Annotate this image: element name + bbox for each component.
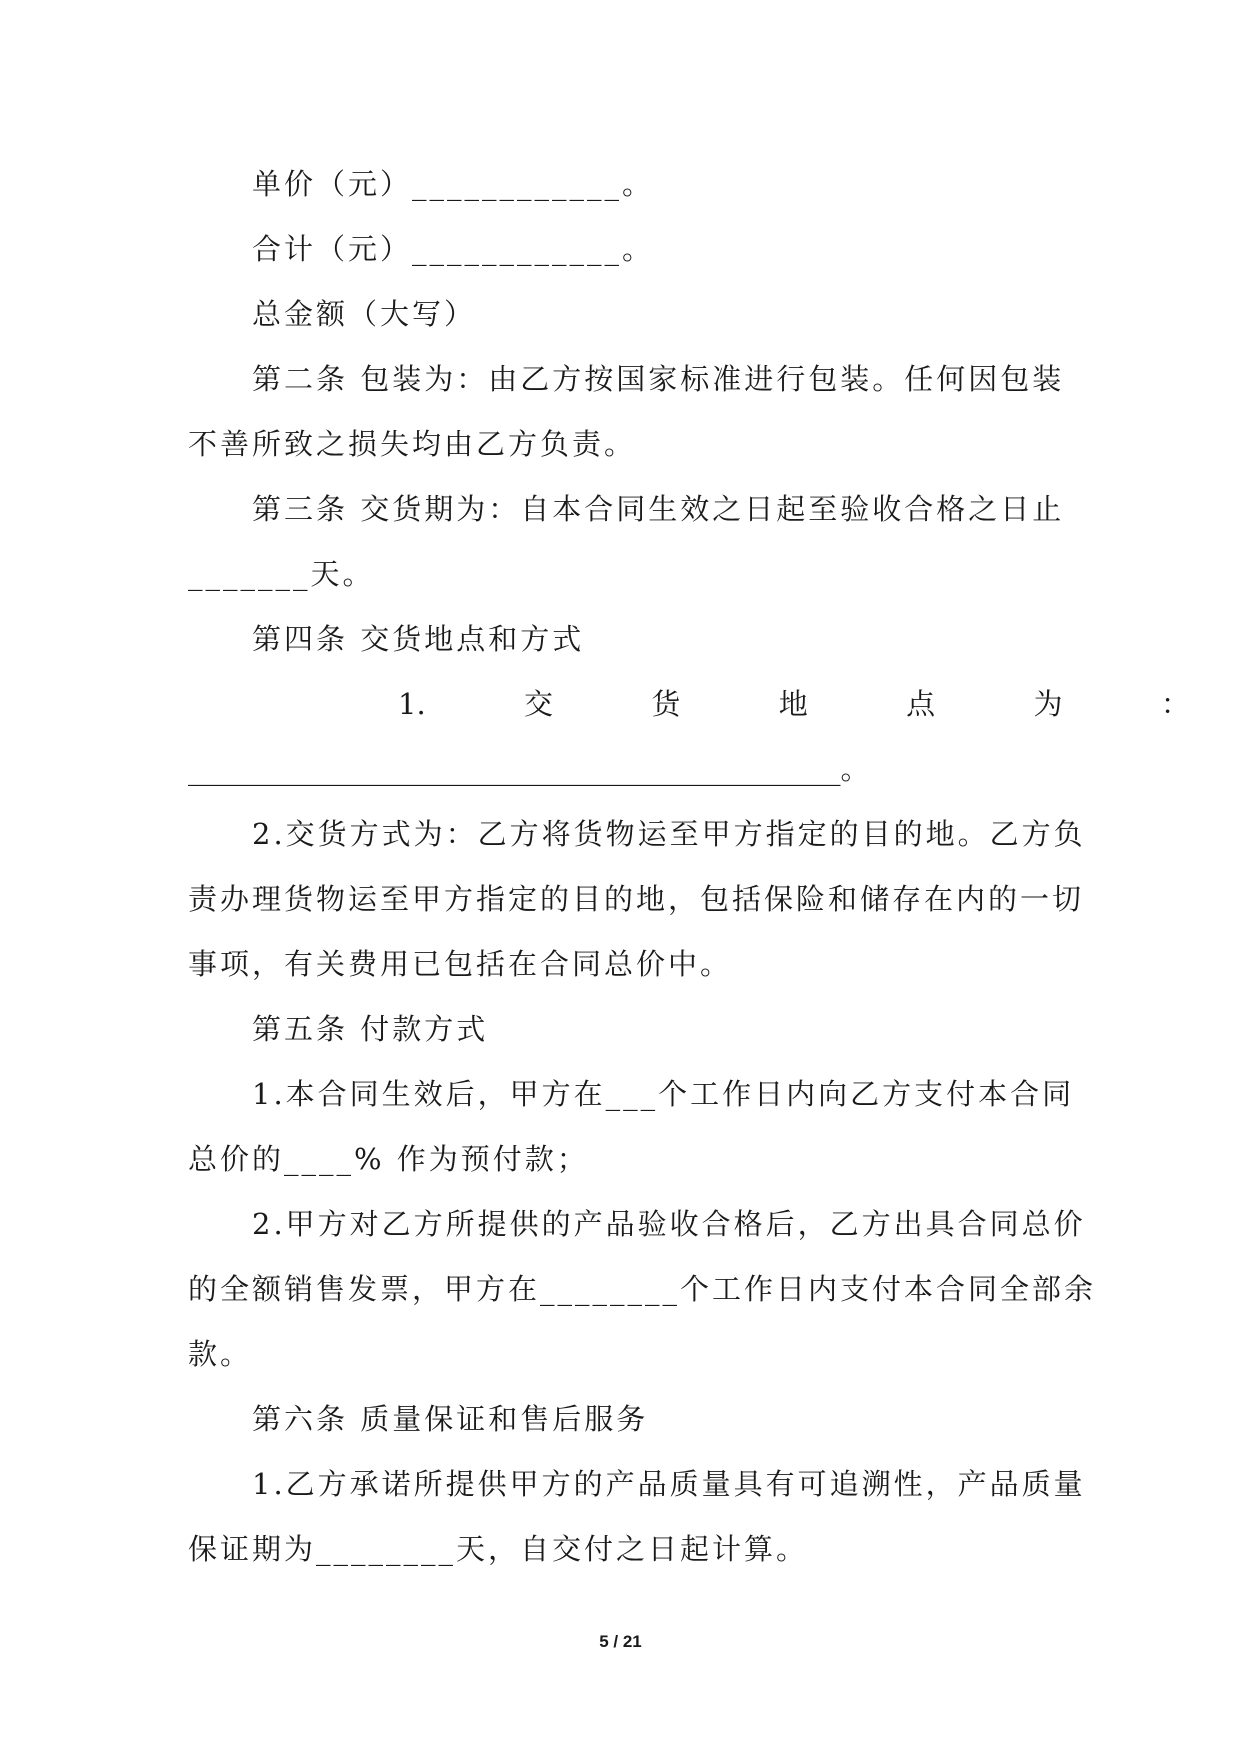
delivery-method-line-3: 事项，有关费用已包括在合同总价中。 [188, 947, 733, 981]
delivery-place-char: 交 [524, 687, 554, 721]
delivery-place-number: 1. [398, 687, 426, 721]
delivery-place-char: 地 [778, 687, 808, 721]
payment-1-line-2: 总价的____% 作为预付款； [188, 1142, 589, 1176]
article-2-line-1: 第二条 包装为：由乙方按国家标准进行包装。任何因包装 [252, 362, 1065, 396]
total-amount-line: 总金额（大写） [252, 297, 477, 331]
warranty-1-line-1: 1.乙方承诺所提供甲方的产品质量具有可追溯性，产品质量 [252, 1467, 1086, 1501]
payment-2-line-2: 的全额销售发票，甲方在________个工作日内支付本合同全部余 [188, 1272, 1097, 1306]
article-5-heading: 第五条 付款方式 [252, 1012, 489, 1046]
article-3-line-1: 第三条 交货期为：自本合同生效之日起至验收合格之日止 [252, 492, 1065, 526]
article-6-heading: 第六条 质量保证和售后服务 [252, 1402, 649, 1436]
page-number: 5 / 21 [599, 1632, 642, 1651]
delivery-place-blank: _____________________________________________。 [188, 752, 870, 786]
article-4-heading: 第四条 交货地点和方式 [252, 622, 585, 656]
payment-1-line-1: 1.本合同生效后，甲方在___个工作日内向乙方支付本合同 [252, 1077, 1075, 1111]
delivery-place-char: 货 [651, 687, 681, 721]
warranty-1-line-2: 保证期为________天，自交付之日起计算。 [188, 1532, 809, 1566]
delivery-place-colon: ： [1160, 687, 1190, 721]
delivery-place-char: 为 [1033, 687, 1063, 721]
delivery-place-char: 点 [906, 687, 936, 721]
article-2-line-2: 不善所致之损失均由乙方负责。 [188, 427, 637, 461]
payment-2-line-1: 2.甲方对乙方所提供的产品验收合格后，乙方出具合同总价 [252, 1207, 1086, 1241]
delivery-place-line [398, 684, 1190, 724]
delivery-method-line-1: 2.交货方式为：乙方将货物运至甲方指定的目的地。乙方负 [252, 817, 1086, 851]
subtotal-line: 合计（元）____________。 [252, 232, 655, 266]
unit-price-line: 单价（元）____________。 [252, 167, 655, 201]
delivery-method-line-2: 责办理货物运至甲方指定的目的地，包括保险和储存在内的一切 [188, 882, 1085, 916]
payment-2-line-3: 款。 [188, 1337, 253, 1371]
article-3-line-2: _______天。 [188, 557, 375, 591]
